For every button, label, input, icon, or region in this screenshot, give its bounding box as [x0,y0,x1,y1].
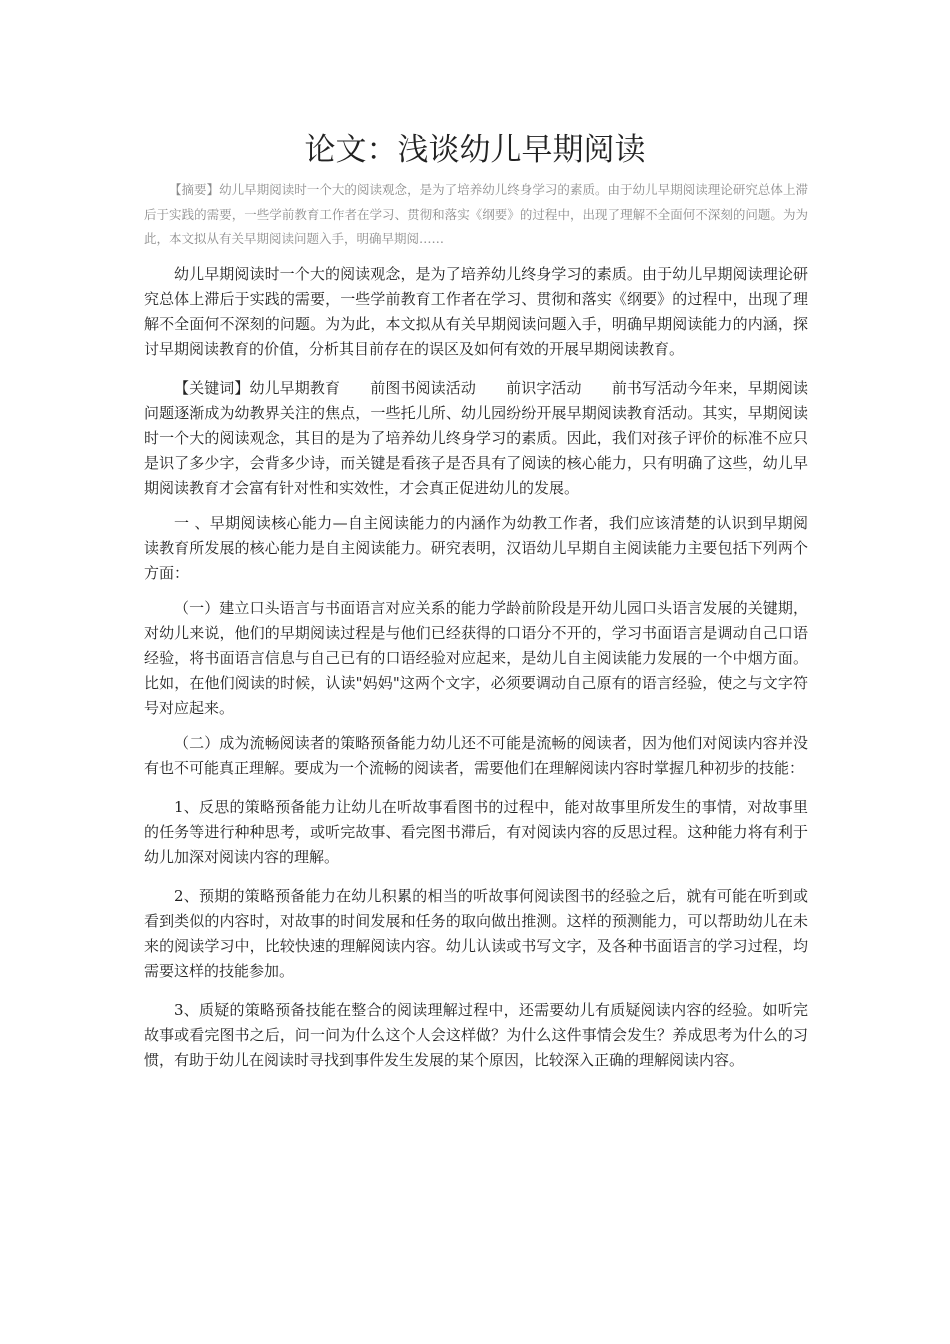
paragraph-intro: 幼儿早期阅读时一个大的阅读观念，是为了培养幼儿终身学习的素质。由于幼儿早期阅读理论研究总体上滞后于实践的需要，一些学前教育工作者在学习、贯彻和落实《纲要》的过程中，出现了理解不全面何不深刻的问题。为为此，本文拟从有关早期阅读问题入手，明确早期阅读能力的内涵，探讨早期阅读教育的价值，分析其目前存在的误区及如何有效的开展早期阅读教育。 [144,265,808,358]
paragraph-section-1: 一 、早期阅读核心能力—自主阅读能力的内涵作为幼教工作者，我们应该清楚的认识到早期阅读教育所发展的核心能力是自主阅读能力。研究表明，汉语幼儿早期自主阅读能力主要包括下列两个方面： [144,514,808,582]
abstract: 【摘要】幼儿早期阅读时一个大的阅读观念，是为了培养幼儿终身学习的素质。由于幼儿早期阅读理论研究总体上滞后于实践的需要，一些学前教育工作者在学习、贯彻和落实《纲要》的过程中，出现了理解不全面何不深刻的问题。为为此，本文拟从有关早期阅读问题入手，明确早期阅…… [144,182,808,246]
paragraph-item-1: 1、反思的策略预备能力让幼儿在听故事看图书的过程中，能对故事里所发生的事情，对故事里的任务等进行种种思考，或听完故事、看完图书滞后，有对阅读内容的反思过程。这种能力将有利于幼儿加深对阅读内容的理解。 [144,798,808,866]
paragraph-keywords: 【关键词】幼儿早期教育 前图书阅读活动 前识字活动 前书写活动今年来，早期阅读问题逐渐成为幼教界关注的焦点，一些托儿所、幼儿园纷纷开展早期阅读教育活动。其实，早期阅读时一个大的阅读观念，其目的是为了培养幼儿终身学习的素质。因此，我们对孩子评价的标准不应只是识了多少字，会背多少诗，而关键是看孩子是否具有了阅读的核心能力，只有明确了这些，幼儿早期阅读教育才会富有针对性和实效性，才会真正促进幼儿的发展。 [144,379,808,497]
document-body [144,262,808,1083]
page-title: 论文：浅谈幼儿早期阅读 [304,132,646,168]
paragraph-subsection-2: （二）成为流畅阅读者的策略预备能力幼儿还不可能是流畅的阅读者，因为他们对阅读内容并没有也不可能真正理解。要成为一个流畅的阅读者，需要他们在理解阅读内容时掌握几种初步的技能： [144,734,808,777]
paragraph-subsection-1: （一）建立口头语言与书面语言对应关系的能力学龄前阶段是开幼儿园口头语言发展的关键期，对幼儿来说，他们的早期阅读过程是与他们已经获得的口语分不开的，学习书面语言是调动自己口语经验，将书面语言信息与自己已有的口语经验对应起来，是幼儿自主阅读能力发展的一个中烟方面。比如，在他们阅读的时候，认读"妈妈"这两个文字，必须要调动自己原有的语言经验，使之与文字符号对应起来。 [144,599,808,717]
paragraph-item-3: 3、质疑的策略预备技能在整合的阅读理解过程中，还需要幼儿有质疑阅读内容的经验。如听完故事或看完图书之后，问一问为什么这个人会这样做？为什么这件事情会发生？养成思考为什么的习惯，有助于幼儿在阅读时寻找到事件发生发展的某个原因，比较深入正确的理解阅读内容。 [144,1001,808,1069]
paragraph-item-2: 2、预期的策略预备能力在幼儿积累的相当的听故事何阅读图书的经验之后，就有可能在听到或看到类似的内容时，对故事的时间发展和任务的取向做出推测。这样的预测能力，可以帮助幼儿在未来的阅读学习中，比较快速的理解阅读内容。幼儿认读或书写文字，及各种书面语言的学习过程，均需要这样的技能参加。 [144,887,808,980]
